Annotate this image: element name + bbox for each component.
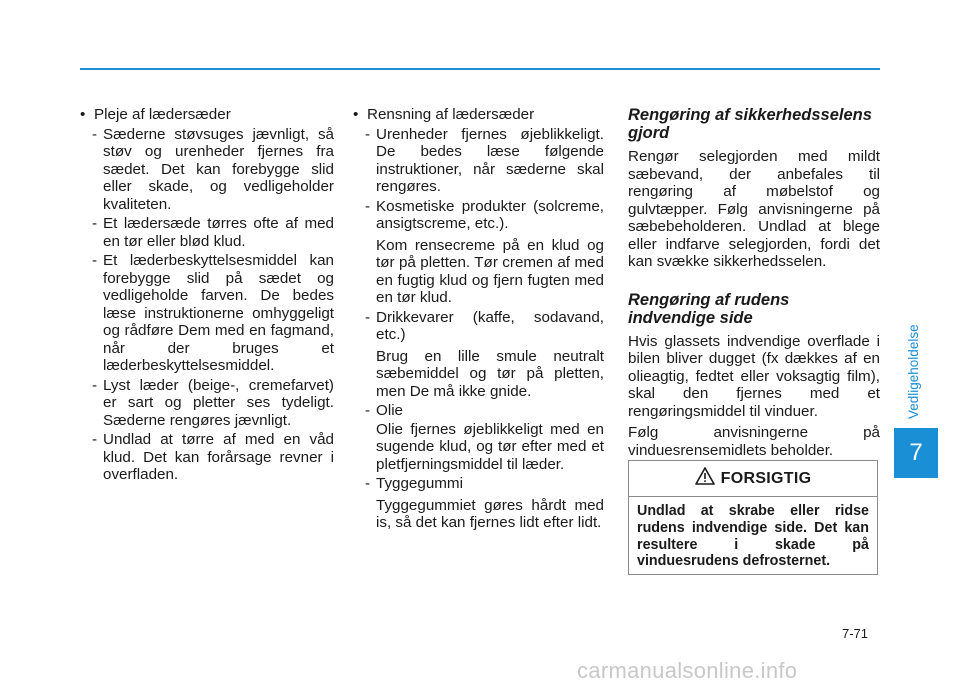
header-rule <box>80 68 880 70</box>
list-item: - Kosmetiske produkter (solcreme, ansigtscreme, etc.). <box>365 197 604 232</box>
column-belt-and-window <box>628 106 880 461</box>
caution-header <box>629 461 877 497</box>
caution-text: Undlad at skrabe eller ridse rudens indvendige side. Det kan resultere i skade på vinduesrudens defrosternet. <box>637 503 869 570</box>
list-item: - Undlad at tørre af med en våd klud. Det kan forårsage revner i overfladen. <box>92 431 334 483</box>
list-item: - Drikkevarer (kaffe, sodavand, etc.) <box>365 308 604 343</box>
bullet-heading: • Rensning af lædersæder <box>353 106 604 124</box>
list-item-text: Brug en lille smule neutralt sæbemiddel og tør på pletten, men De må ikke gnide. <box>376 347 604 400</box>
paragraph: Hvis glassets indvendige overflade i bilen bliver dugget (fx dækkes af en olieagtig, fedtet eller voksagtig film), skal den fjernes med et rengøringsmiddel til vinduer. <box>628 332 880 420</box>
list-item: - Olie <box>365 402 404 419</box>
list-item-text: Tyggegummiet gøres hårdt med is, så det kan fjernes lidt efter lidt. <box>376 496 604 531</box>
section-tab-label: Vedligeholdelse <box>906 324 921 420</box>
chapter-number-tab: 7 <box>894 428 938 478</box>
list-item: - Urenheder fjernes øjeblikkeligt. De bedes læse følgende instruktioner, når sæderne skal rengøres. <box>365 125 604 195</box>
page-number: 7-71 <box>842 626 869 641</box>
list-item: - Et læderbeskyttelsesmiddel kan forebygge slid på sædet og vedligeholde farven. De bedes læse instruktionerne omhyggeligt og rådføre Dem med en fagmand, når der bruges et læderbeskyttelsesmiddel. <box>92 252 334 374</box>
paragraph: Følg anvisningerne på vinduesrensemidlets beholder. <box>628 424 880 459</box>
list-item: - Tyggegummi <box>365 475 463 492</box>
section-heading: Rengøring af sikkerhedsselens gjord <box>628 106 872 142</box>
bullet-heading: • Pleje af lædersæder <box>80 106 334 124</box>
list-item: - Lyst læder (beige-, cremefarvet) er sart og pletter ses tydeligt. Sæderne rengøres jævnligt. <box>92 376 334 429</box>
warning-triangle-icon <box>695 467 715 490</box>
list-item-text: Olie fjernes øjeblikkeligt med en sugende klud, og tør efter med et pletfjerningsmiddel til læder. <box>376 420 604 473</box>
section-heading: Rengøring af rudens indvendige side <box>628 290 790 327</box>
column-leather-care <box>80 106 334 484</box>
list-item: - Sæderne støvsuges jævnligt, så støv og urenheder fjernes fra sædet. Det kan forebygge slid eller skade, og vedligeholder kvaliteten. <box>92 125 334 213</box>
caution-title: FORSIGTIG <box>720 469 812 487</box>
list-item: - Et lædersæde tørres ofte af med en tør eller blød klud. <box>92 215 334 250</box>
list-item-text: Kom rensecreme på en klud og tør på pletten. Tør cremen af med en fugtig klud og fjern fugten med en tør klud. <box>376 236 604 306</box>
watermark: carmanualsonline.info <box>577 658 798 683</box>
column-leather-cleaning <box>353 106 604 532</box>
caution-box <box>628 460 878 575</box>
paragraph: Rengør selegjorden med mildt sæbevand, der anbefales til rengøring af møbelstof og gulvtæpper. Følg anvisningerne på sæbebeholderen. Undlad at blege eller indfarve selegjorden, fordi det kan svække sikkerhedsselen. <box>628 148 880 270</box>
